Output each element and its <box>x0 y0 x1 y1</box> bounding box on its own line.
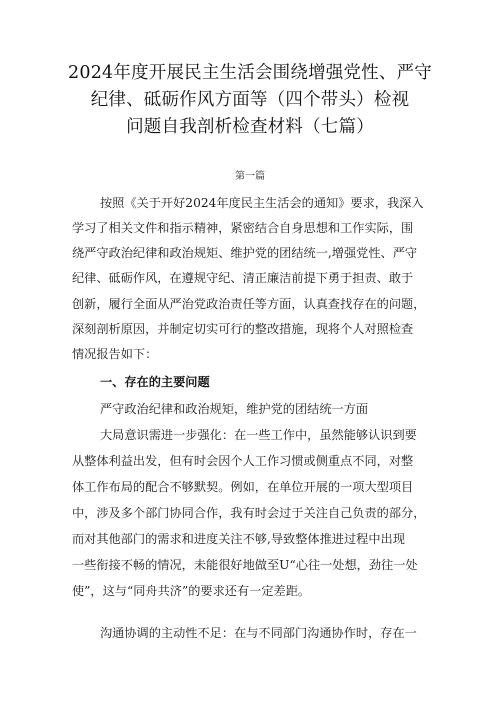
section-subheading: 严守政治纪律和政治规矩，维护党的团结统一方面 <box>100 402 369 416</box>
section-label: 第一篇 <box>235 171 265 182</box>
intro-line: 学习了相关文件和指示精神，紧密结合自身思想和工作实际，围 <box>72 221 414 235</box>
intro-line: 绕严守政治纪律和政治规矩、维护党的团结统一,增强党性、严守 <box>72 246 418 260</box>
paragraph-line: 沟通协调的主动性不足：在与不同部门沟通协作时，存在一 <box>100 626 417 640</box>
paragraph-line: 而对其他部门的需求和进度关注不够,导致整体推进过程中出现 <box>72 532 405 546</box>
intro-line: 创新，履行全面从严治党政治责任等方面，认真查找存在的问题， <box>72 297 426 311</box>
document-title <box>40 60 460 141</box>
section-heading: 一、存在的主要问题 <box>100 375 210 389</box>
intro-line: 情况报告如下： <box>72 347 158 361</box>
paragraph-line: 大局意识需进一步强化：在一些工作中，虽然能够认识到要 <box>100 428 417 442</box>
paragraph-line: 一些衔接不畅的情况，未能很好地做至U“心往一处想，劲往一处 <box>72 558 418 572</box>
paragraph-line: 中，涉及多个部门协同合作，我有时会过于关注自己负责的部分， <box>72 506 426 520</box>
intro-line: 深刻剖析原因，并制定切实可行的整改措施，现将个人对照检查 <box>72 322 414 336</box>
title-line: 问题自我剖析检查材料（七篇） <box>126 117 374 137</box>
paragraph-line: 体工作布局的配合不够默契。例如，在单位开展的一项大型项目 <box>72 480 414 494</box>
title-line: 2024年度开展民主生活会围绕增强党性、严守 <box>68 63 432 83</box>
intro-line: 按照《关于开好2024年度民主生活会的通知》要求，我深入 <box>100 196 424 210</box>
title-line: 纪律、砥砺作风方面等（四个带头）检视 <box>90 90 410 110</box>
paragraph-line: 使”，这与“同舟共济”的要求还有一定差距。 <box>72 584 311 598</box>
paragraph-line: 从整体利益出发，但有时会因个人工作习惯或侧重点不同，对整 <box>72 454 414 468</box>
intro-line: 纪律、砥砺作风，在遵规守纪、清正廉洁前提下勇于担责、敢于 <box>72 271 414 285</box>
